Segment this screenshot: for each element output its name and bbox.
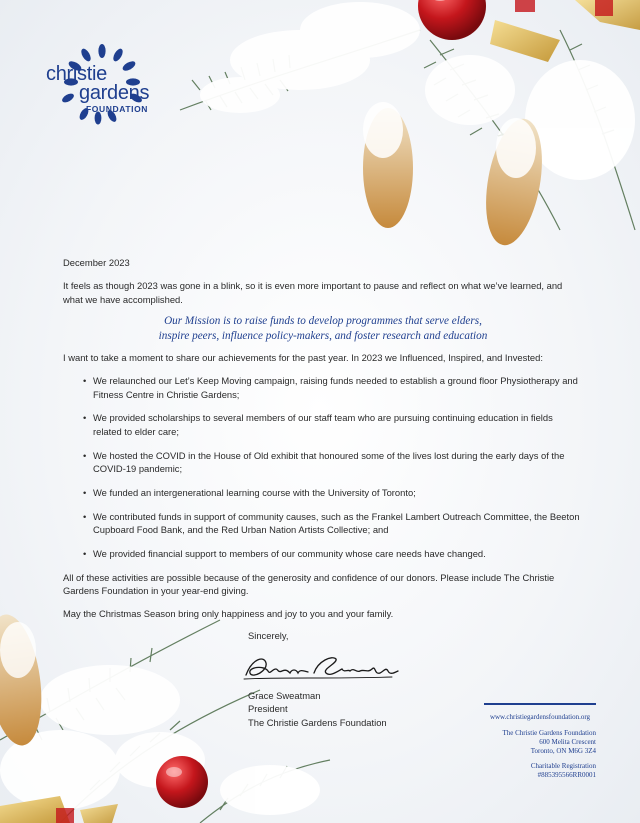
letter-wish: May the Christmas Season bring only happiness and joy to you and your family. [63,608,394,620]
registration-number: #885395566RR0001 [537,770,596,779]
letter-intro: It feels as though 2023 was gone in a blink, so it is even more important to pause and reflect on what we’ve learned, and what we have accomplished. [63,280,563,305]
list-item: • We contributed funds in support of community causes, such as the Frankel Lambert Outreach Committee, the Beeton Cupboard Food Bank, and the Red Urban Nation Artists Collective; and [83,510,583,537]
salutation: Sincerely, [248,630,289,641]
red-ornament-bottom [156,756,208,808]
gold-ribbon-top [490,20,560,62]
footer-address [484,729,596,756]
snow-top [200,2,635,180]
handwritten-signature [242,649,402,683]
letter-date: December 2023 [63,257,130,268]
signer-title: President [248,703,288,715]
signature-block [248,629,402,730]
mission-line-1: Our Mission is to raise funds to develop programmes that serve elders, [164,315,482,328]
achievements-lead: I want to take a moment to share our achievements for the past year. In 2023 we Influenced, Inspired, and Invested: [63,351,543,363]
achievements-list [63,374,583,560]
pine-cone-left [363,102,413,228]
footer-street: 600 Melita Crescent [539,737,596,746]
pine-cone-bottom [0,611,49,749]
signer-org: The Christie Gardens Foundation [248,716,387,728]
signer-name: Grace Sweatman [248,689,321,701]
footer-contact [484,703,596,780]
website-link[interactable]: www.christiegardensfoundation.org [489,712,591,721]
brand-wordmark [46,64,149,114]
list-item: • We relaunched our Let’s Keep Moving campaign, raising funds needed to establish a ground floor Physiotherapy and Fitness Centre in Christie Gardens; [83,374,583,401]
list-item: • We provided financial support to members of our community whose care needs have changed. [83,547,583,560]
letter-body [63,256,583,621]
list-item: • We provided scholarships to several members of our staff team who are pursuing continuing education in fields related to elder care; [83,411,583,438]
footer-org: The Christie Gardens Foundation [502,728,596,737]
brand-line-3: FOUNDATION [86,104,149,114]
brand-line-2: gardens [79,82,150,104]
registration-label: Charitable Registration [530,761,596,770]
footer-divider [484,703,596,705]
footer-city: Toronto, ON M6G 3Z4 [530,746,596,755]
red-ornament-top [418,0,486,40]
list-item: • We funded an intergenerational learning course with the University of Toronto; [83,486,583,499]
letter-closing: All of these activities are possible because of the generosity and confidence of our donors. Please include The Christie Gardens Foundation in your year-end giving. [63,571,555,596]
mission-line-2: inspire peers, influence policy-makers, and foster research and education [158,329,488,342]
brand-line-1: christie [46,63,107,85]
mission-statement [63,314,583,344]
list-item: • We hosted the COVID in the House of Old exhibit that honoured some of the lives lost during the early days of the COVID-19 pandemic; [83,449,583,476]
